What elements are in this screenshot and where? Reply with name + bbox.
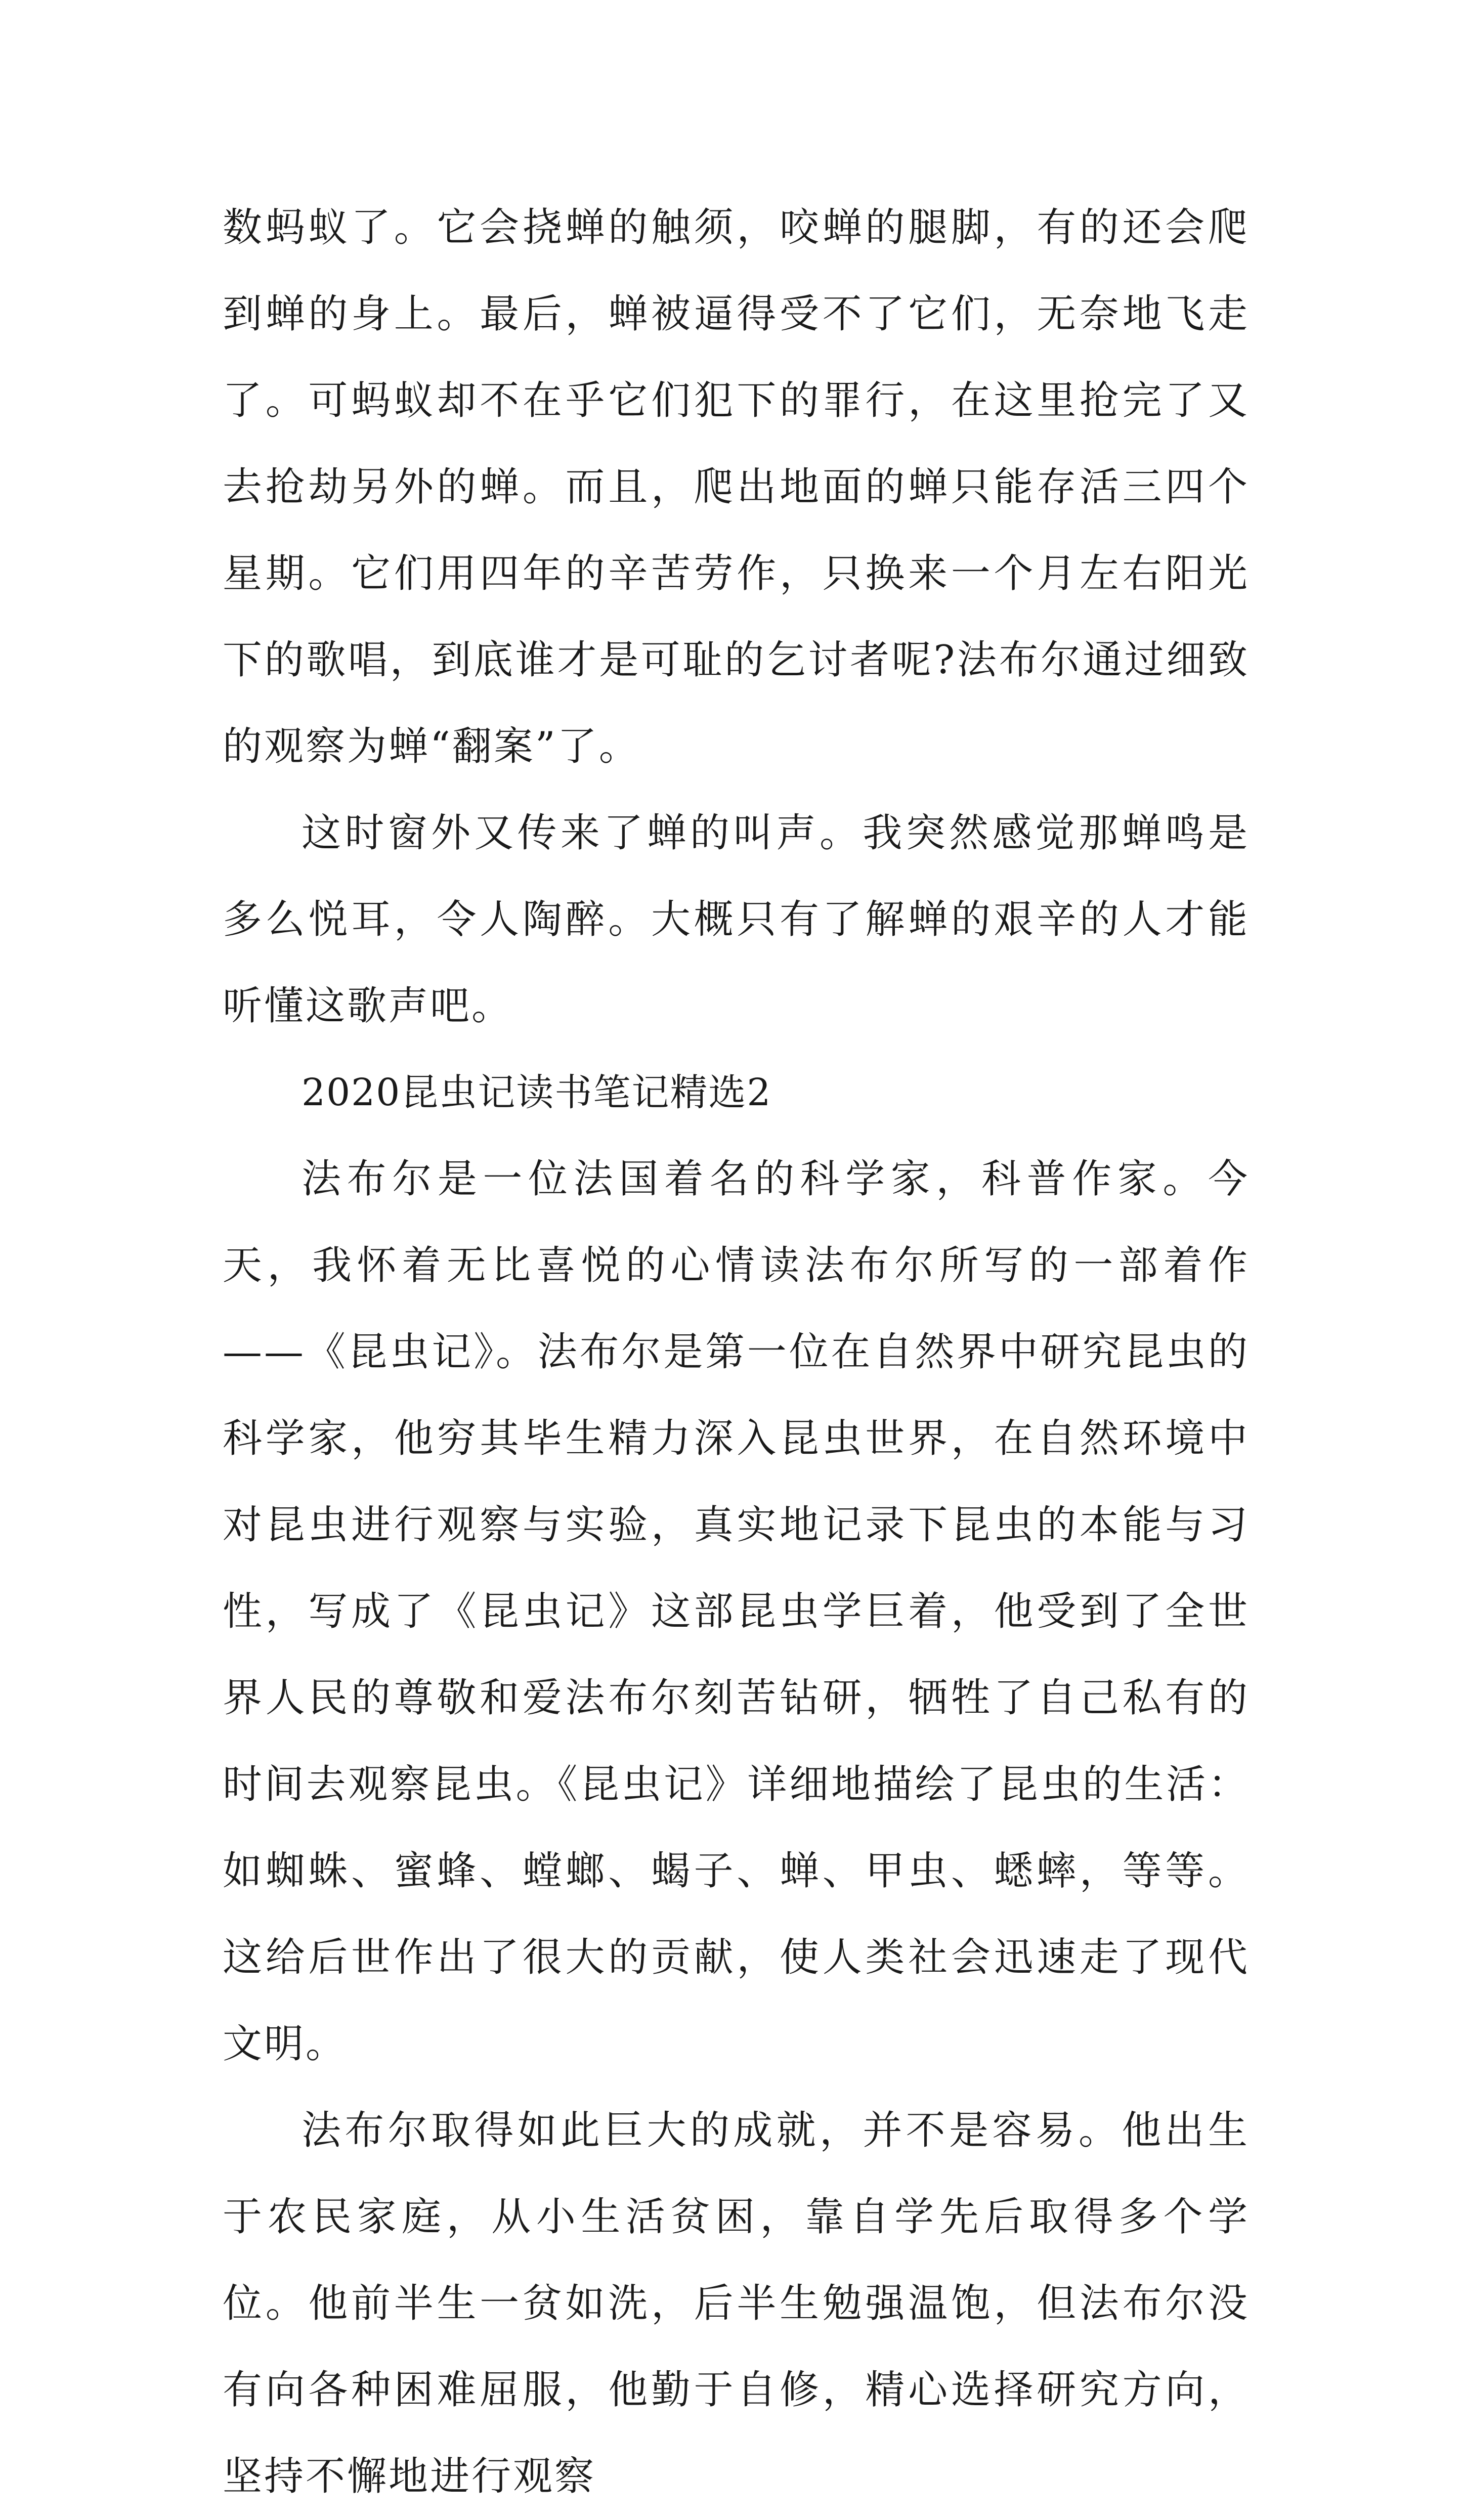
paragraph-cicada-song: 这时窗外又传来了蝉的叫声。我突然感觉那蝉鸣是多么悦耳，令人陶醉。大概只有了解蝉的艰辛的人才能听懂这歌声吧。: [223, 810, 1250, 1029]
paragraph-cicada-ants: 数蚂蚁了。它会挠蝉的触须，咬蝉的腿脚，有的还会爬到蝉的身上。最后，蝉被逼得受不了它们，无奈地飞走了。可蚂蚁却不在乎它们犯下的罪行，在这里抢完了又去抢劫另外的蝉。而且，爬出地面的蝉只能存活三四个星期。它们用四年的辛苦劳作，只换来一个月左右阳光下的歌唱，到底谁才是可耻的乞讨者呢?法布尔通过细致的观察为蝉“翻案”了。: [223, 205, 1250, 769]
section-heading: 2020昆虫记读书笔记精选2: [302, 1071, 772, 1114]
document-body: [223, 185, 1250, 2520]
paragraph-fabre-life: 法布尔取得如此巨大的成就，并不是容易。他出生于农民家庭，从小生活贫困，靠自学先后取得多个学位。他前半生一贫如洗，后半生勉强温饱，但法布尔没有向各种困难屈服，他勤于自修，精心选择研究方向，坚持不懈地进行观察: [223, 2108, 1250, 2499]
paragraph-fabre-intro: 法布尔是一位法国着名的科学家，科普作家。今天，我怀着无比喜悦的心情读法布尔所写的一部着作——《昆虫记》。法布尔是第一位在自然界中研究昆虫的科学家，他穷其毕生精力深入昆虫世界，在自然环境中对昆虫进行观察与实验，真实地记录下昆虫的本能与习性，写成了《昆虫记》这部昆虫学巨着，他受到了全世界人民的尊敬和爱法布尔刻苦钻研，牺牲了自己私有的时间去观察昆虫。《昆虫记》详细地描绘了昆虫的生活：如蜘蛛、蜜蜂、螳螂、蝎子、蝉、甲虫、蟋蟀，等等。这给后世作出了很大的贡献，使人类社会迅速走了现代文明。: [223, 1156, 1250, 2067]
